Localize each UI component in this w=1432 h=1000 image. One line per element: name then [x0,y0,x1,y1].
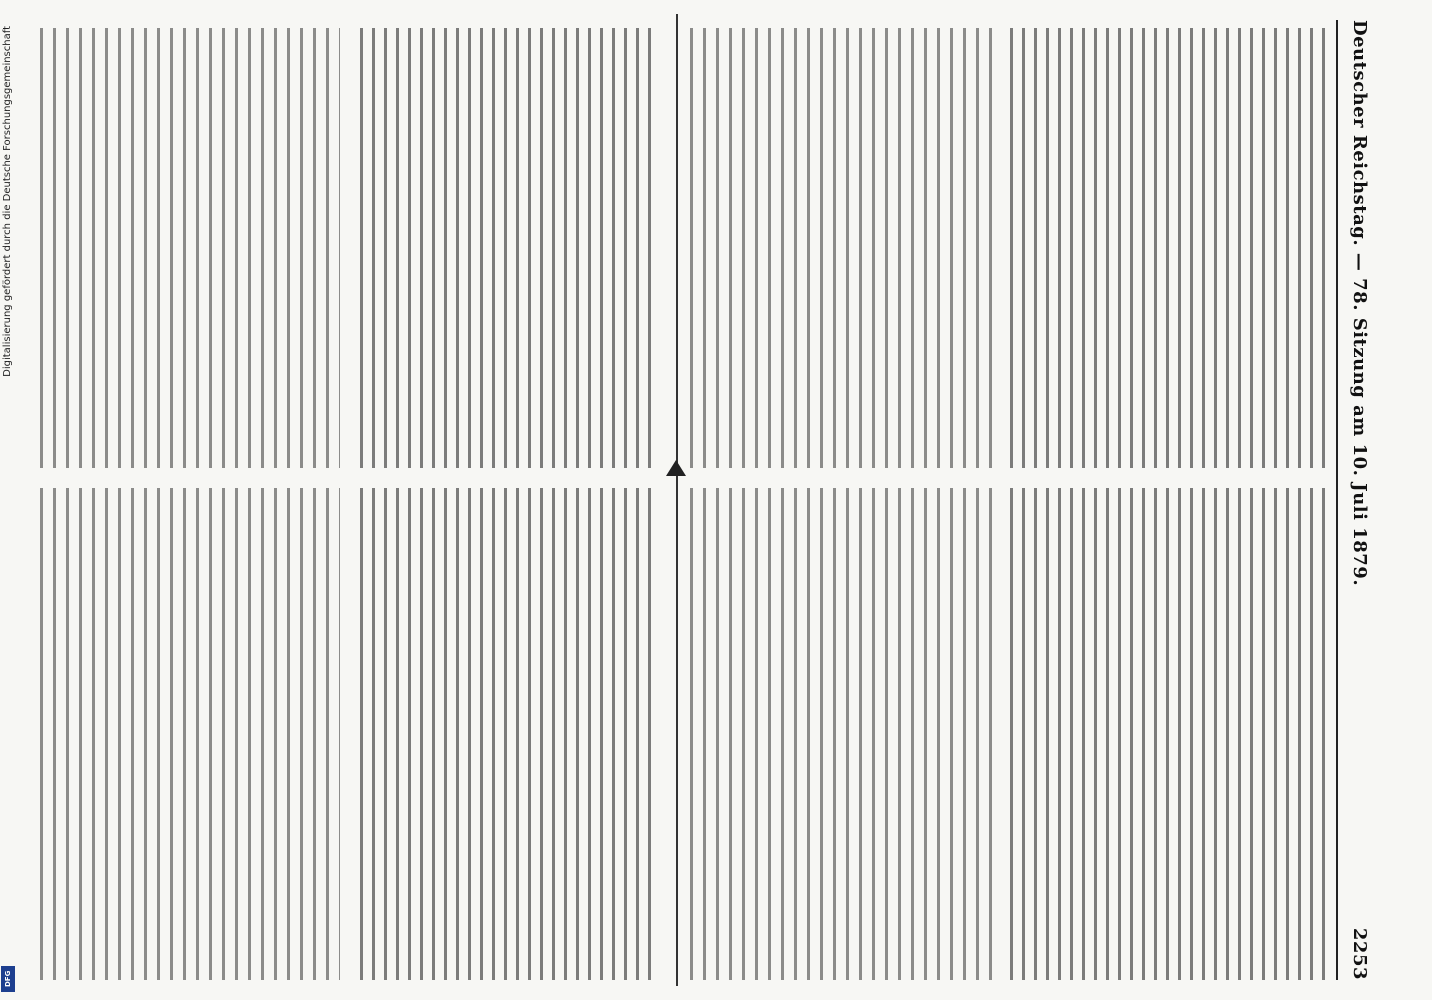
header-title: Deutscher Reichstag. — 78. Sitzung am 10. Juli 1879. [1349,20,1371,587]
text-column-left-lower-left [40,488,340,980]
text-column-lower-right [1010,488,1330,980]
fold-marker [666,460,686,476]
dfg-logo: DFG [1,966,15,992]
header-rule [1336,20,1338,980]
text-column-left-lower-right [360,488,660,980]
text-column-left-upper-right [360,28,660,468]
text-column-lower-left [690,488,1000,980]
credit-text: Digitalisierung gefördert durch die Deutsche Forschungsgemeinschaft [1,26,13,377]
text-column-upper-right [1010,28,1330,468]
running-header [1346,20,1374,980]
text-column-upper-left [690,28,1000,468]
page-fold [676,14,678,986]
page-number: 2253 [1349,927,1371,980]
text-column-left-upper-left [40,28,340,468]
digitization-credit [0,20,14,980]
